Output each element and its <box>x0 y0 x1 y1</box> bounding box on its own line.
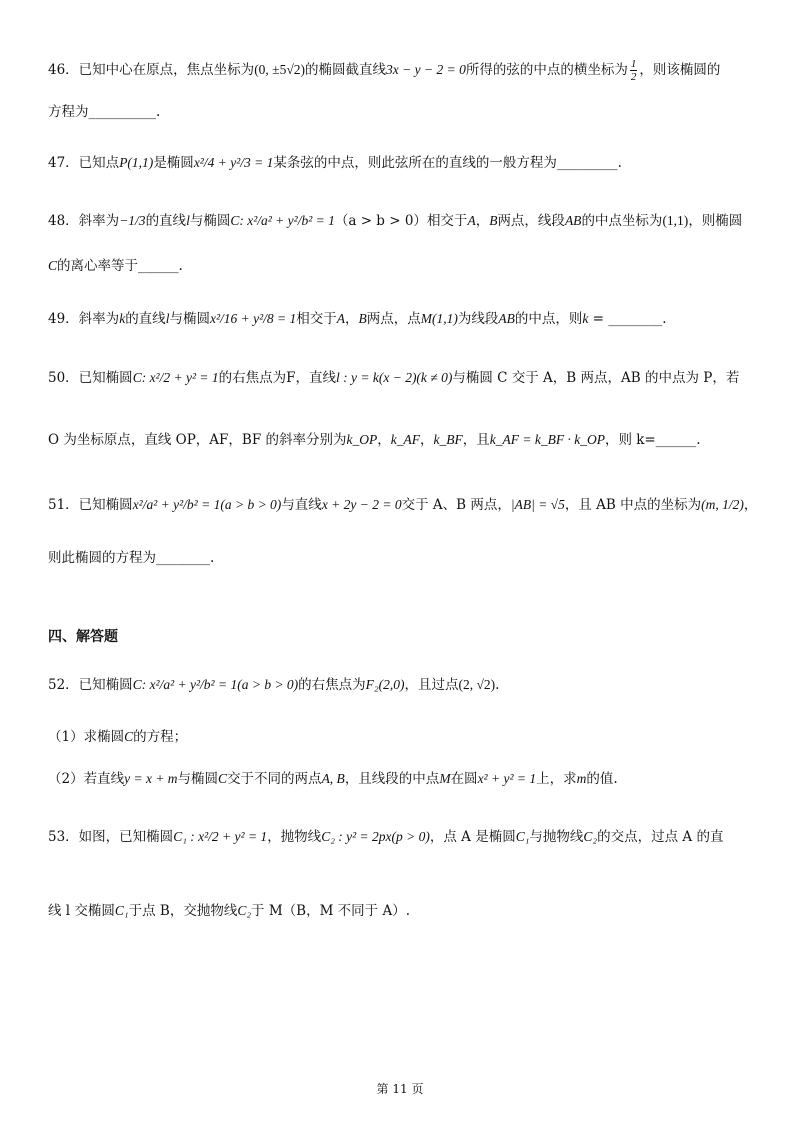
q52-p2-AB: A, B <box>321 771 345 786</box>
q48-text: 相交于 <box>426 213 468 229</box>
q53-text: 于 M（B，M 不同于 A）. <box>251 903 411 919</box>
q48-A: A <box>467 213 476 228</box>
q52-p2-text: 与椭圆 <box>177 771 219 787</box>
q53-c1b: C₁ <box>515 829 530 844</box>
q49-lead: 49．斜率为 <box>48 311 120 327</box>
q50-line2: O 为坐标原点，直线 OP，AF，BF 的斜率分别为k_OP，k_AF，k_BF，且k_AF = k_BF · k_OP，则 k=______. <box>48 432 701 448</box>
q49-M: M(1,1) <box>420 311 458 326</box>
q49-text: 的中点，则 <box>514 311 583 327</box>
q49-end: = ________. <box>588 311 667 327</box>
q49-text: 两点，点 <box>366 311 421 327</box>
q52-p2-text: ，且线段的中点 <box>344 771 440 787</box>
q47-ellipse: x²/4 + y²/3 = 1 <box>193 155 274 170</box>
q51-line1 <box>48 494 760 516</box>
q47-lead: 47．已知点 <box>48 155 120 171</box>
q49-text: ， <box>345 311 359 327</box>
q49-k: k <box>119 311 126 326</box>
q53-text: ，点 A 是椭圆 <box>429 829 516 845</box>
q48-AB: AB <box>564 213 582 228</box>
q46-line-eq: 3x − y − 2 = 0 <box>386 62 466 77</box>
q48-B: B <box>489 213 498 228</box>
q49-l: l <box>165 311 170 326</box>
q49-line1 <box>48 308 760 330</box>
q48-ellipse: C: x²/a² + y²/b² = 1 <box>230 213 335 228</box>
q52-p2-text: 的值. <box>586 771 618 787</box>
q46-lead: 46．已知中心在原点，焦点坐标为 <box>48 62 255 78</box>
q53-lead: 53．如图，已知椭圆 <box>48 829 174 845</box>
q49-A: A <box>336 311 346 326</box>
q52-line1 <box>48 674 760 696</box>
q51-cond: (a > b > 0) <box>220 497 282 512</box>
q53-line2-c2: C₂ <box>237 903 252 918</box>
q51-text: 交于 A、B 两点， <box>401 497 511 513</box>
q48-l: l <box>186 213 190 228</box>
q51-text: ， <box>743 497 758 513</box>
q47-text: 某条弦的中点，则此弦所在的直线的一般方程为_________. <box>273 155 622 171</box>
q48-midpoint: (1,1) <box>662 213 689 228</box>
q49-text: 与椭圆 <box>169 311 210 327</box>
q48-line2 <box>48 255 760 277</box>
q52-p2-text: 上，求 <box>536 771 577 787</box>
q49-ellipse: x²/16 + y²/8 = 1 <box>209 311 297 326</box>
q46-line1 <box>48 58 760 83</box>
q52-p2-C: C <box>218 771 228 786</box>
q52-focus: F₂(2,0) <box>365 677 405 692</box>
q52-p2-line: y = x + m <box>124 771 178 786</box>
page-number: 第 11 页 <box>376 1082 424 1096</box>
q53-c2: C₂ : y² = 2px(p > 0) <box>321 829 430 844</box>
q48-text: 的离心率等于______. <box>57 258 183 274</box>
q52-text: ，且过点 <box>404 677 459 693</box>
q50-line-eq: l : y = k(x − 2)(k ≠ 0) <box>336 370 453 385</box>
q51-line-eq: x + 2y − 2 = 0 <box>321 497 402 512</box>
q52-text: 的右焦点为 <box>298 677 366 693</box>
q46-focus: (0, ±5√2) <box>254 62 305 77</box>
q52-p2-M: M <box>439 771 451 786</box>
q53-text: 的交点，过点 A 的直 <box>597 829 724 845</box>
q51-ellipse: x²/a² + y²/b² = 1 <box>132 497 221 512</box>
q50-text: ，且 <box>462 432 490 448</box>
q50-text: ，则 k=______. <box>604 432 701 448</box>
q49-k2: k <box>582 311 589 326</box>
q52-p2-circle: x² + y² = 1 <box>477 771 537 786</box>
q46-text: ，则该椭圆的 <box>639 62 721 78</box>
q52-ellipse: C: x²/a² + y²/b² = 1(a > b > 0) <box>132 677 299 692</box>
q47-text: 是椭圆 <box>153 155 194 171</box>
q53-text: 与抛物线 <box>529 829 584 845</box>
q50-kop: k_OP <box>346 432 378 447</box>
q50-kbf: k_BF <box>433 432 463 447</box>
q50-text: 的右焦点为F，直线 <box>218 370 336 386</box>
q49-AB: AB <box>498 311 515 326</box>
q47-line1 <box>48 152 760 174</box>
q46-fraction <box>630 58 638 83</box>
q53-line2 <box>48 900 760 922</box>
q48-lead: 48．斜率为 <box>48 213 120 229</box>
q51-text: ，且 AB 中点的坐标为 <box>564 497 702 513</box>
q52-p2-text: 交于不同的两点 <box>227 771 322 787</box>
q53-text: 于点 B，交抛物线 <box>128 903 238 919</box>
q51-lead: 51．已知椭圆 <box>48 497 133 513</box>
q52-p1: （1）求椭圆 <box>48 729 125 745</box>
q50-relation: k_AF = k_BF · k_OP <box>489 432 605 447</box>
q49-B: B <box>358 311 367 326</box>
q50-text: 与椭圆 C 交于 A，B 两点，AB 的中点为 P，若 <box>452 370 740 386</box>
q50-lead: 50．已知椭圆 <box>48 370 133 386</box>
q52-p2-text: 在圆 <box>450 771 478 787</box>
q46-text: 的椭圆截直线 <box>305 62 386 78</box>
q52-p1-C: C <box>124 729 134 744</box>
q52-p1-text: 的方程； <box>133 729 188 745</box>
q53-text: 线 l 交椭圆 <box>48 903 115 919</box>
q53-line1 <box>48 826 760 848</box>
q52-p2: （2）若直线 <box>48 771 125 787</box>
q52-lead: 52．已知椭圆 <box>48 677 133 693</box>
q48-text: 与椭圆 <box>189 213 231 229</box>
q46-line2: 方程为__________. <box>48 104 161 120</box>
section-heading: 四、解答题 <box>48 629 118 645</box>
q48-C: C <box>48 258 58 273</box>
q49-text: 的直线 <box>125 311 166 327</box>
q49-text: 相交于 <box>296 311 337 327</box>
q53-c2b: C₂ <box>583 829 598 844</box>
q51-text: 与直线 <box>281 497 322 513</box>
q50-ellipse: C: x²/2 + y² = 1 <box>132 370 219 385</box>
q50-text: O 为坐标原点，直线 OP，AF，BF 的斜率分别为 <box>48 432 347 448</box>
q48-cond: （a > b > 0） <box>334 213 427 229</box>
q51-ab: |AB| = √5 <box>510 497 565 512</box>
frac-num: 1 <box>630 58 637 70</box>
q52-part1 <box>48 726 760 748</box>
q48-text: 两点，线段 <box>497 213 565 229</box>
q48-slope: −1/3 <box>119 213 146 228</box>
q49-text: 为线段 <box>457 311 499 327</box>
q48-text: ，则椭圆 <box>688 213 743 229</box>
q53-c1: C₁ : x²/2 + y² = 1 <box>173 829 268 844</box>
q52-part2 <box>48 768 760 790</box>
q52-text: . <box>495 677 500 693</box>
q48-text: 的直线 <box>145 213 187 229</box>
q52-point: (2, √2) <box>458 677 496 692</box>
q53-text: ，抛物线 <box>267 829 322 845</box>
q50-kaf: k_AF <box>390 432 420 447</box>
q51-point: (m, 1/2) <box>701 497 744 512</box>
q48-text: 的中点坐标为 <box>581 213 663 229</box>
q46-text: 所得的弦的中点的横坐标为 <box>465 62 628 78</box>
q52-p2-m: m <box>576 771 587 786</box>
q48-text: ， <box>475 213 490 229</box>
q48-line1 <box>48 210 760 232</box>
q51-line2: 则此椭圆的方程为________. <box>48 550 215 566</box>
q47-point: P(1,1) <box>119 155 154 170</box>
q50-line1 <box>48 367 760 389</box>
q53-line2-c1: C₁ <box>114 903 129 918</box>
frac-den: 2 <box>630 71 637 83</box>
